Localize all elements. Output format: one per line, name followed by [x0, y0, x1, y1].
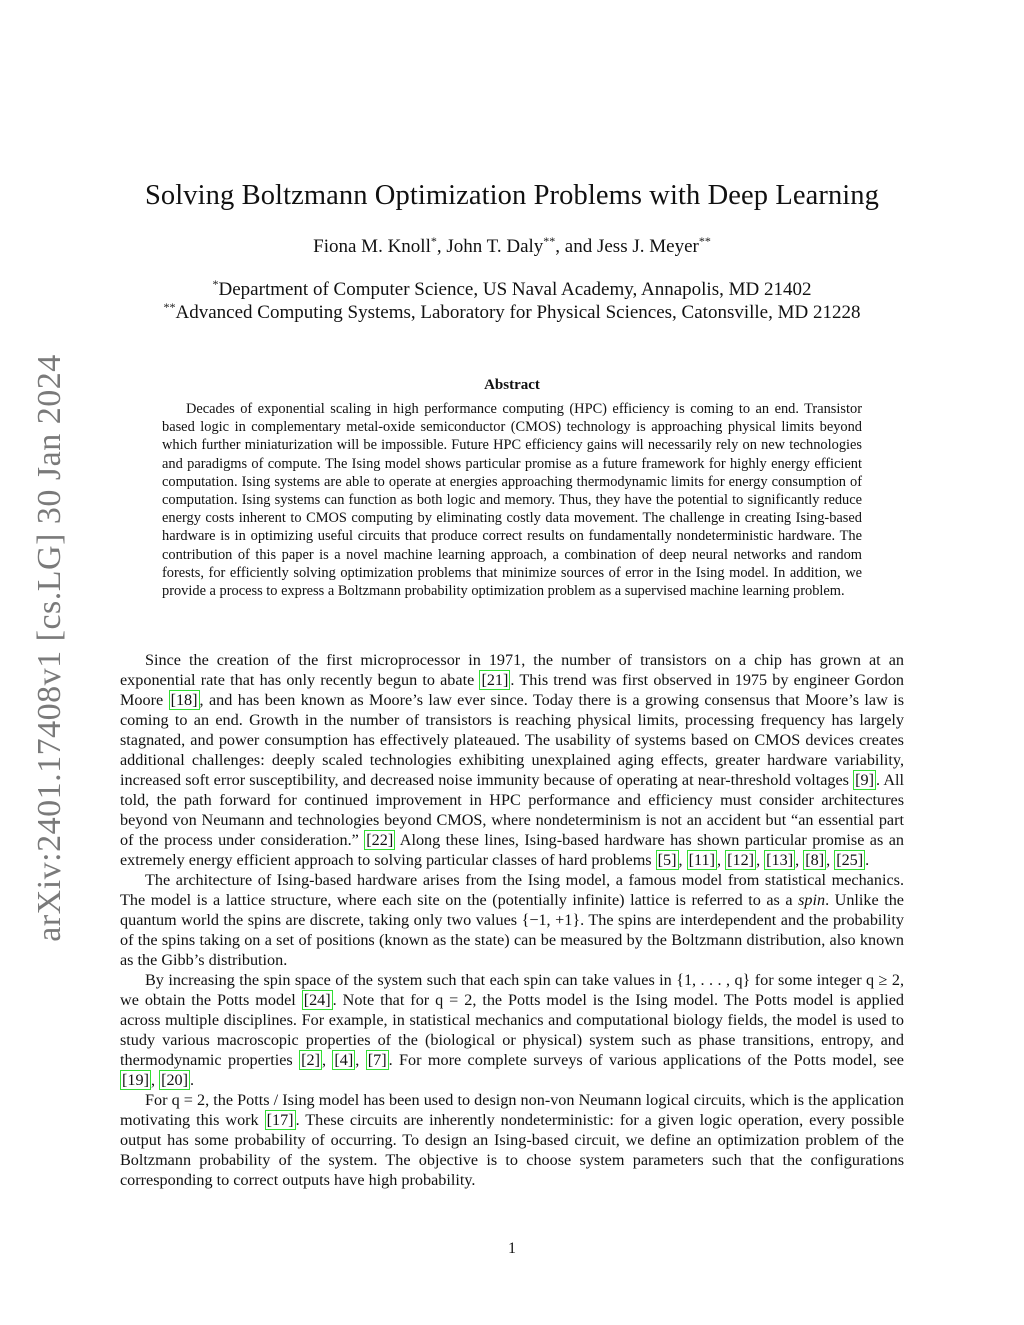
author-name: Fiona M. Knoll	[313, 236, 431, 257]
citation-link[interactable]: [7]	[367, 1051, 387, 1069]
citation-link[interactable]: [22]	[366, 831, 394, 849]
text-run: . All told, the path forward for continued improvement in HPC performance and efficiency must consider architectures beyond von Neumann and technologies beyond CMOS, where nondeterminism is not an accident but “an essential part of the process under consideration.”	[120, 771, 904, 849]
text-run: ,	[756, 851, 765, 869]
paragraph-3	[120, 970, 904, 1090]
author-mark: **	[543, 234, 556, 248]
text-run: By increasing the spin space of the system such that each spin can take values in {1, . . . , q} for some integer q ≥ 2, we obtain the Potts model	[120, 971, 904, 1009]
citation-link[interactable]: [13]	[766, 851, 794, 869]
citation-link[interactable]: [12]	[727, 851, 755, 869]
author-mark: **	[698, 234, 711, 248]
abstract-heading: Abstract	[484, 377, 540, 393]
text-run: . This trend was first observed in 1975 by engineer Gordon Moore	[120, 671, 905, 709]
text-run: The architecture of Ising-based hardware arises from the Ising model, a famous model from statistical mechanics. The model is a lattice structure, where each site on the (potentially infinite) lattice is referred to as a	[120, 871, 904, 909]
text-run: ,	[355, 1051, 366, 1069]
affiliation-2	[0, 301, 1024, 324]
citation-link[interactable]: [25]	[836, 851, 864, 869]
author-mark: *	[430, 234, 437, 248]
citation-link[interactable]: [18]	[170, 691, 198, 709]
citation-link[interactable]: [11]	[688, 851, 715, 869]
text-run: .	[865, 851, 870, 869]
citation-link[interactable]: [21]	[481, 671, 509, 689]
text-run: ,	[795, 851, 804, 869]
text-run: ,	[826, 851, 835, 869]
citation-link[interactable]: [8]	[805, 851, 825, 869]
citation-link[interactable]: [17]	[266, 1111, 294, 1129]
citation-link[interactable]: [9]	[855, 771, 875, 789]
text-run: ,	[678, 851, 687, 869]
text-run: . For more complete surveys of various applications of the Potts model, see	[388, 1051, 904, 1069]
text-run: ,	[321, 1051, 333, 1069]
affiliation-mark: *	[212, 277, 219, 291]
affiliation-text: Advanced Computing Systems, Laboratory for Physical Sciences, Catonsville, MD 21228	[175, 302, 861, 323]
text-run: ,	[150, 1071, 160, 1089]
text-run: Since the creation of the first microprocessor in 1971, the number of transistors on a chip has grown at an exponential rate that has only recently begun to abate	[120, 651, 904, 689]
affiliation-1	[0, 278, 1024, 301]
author-list	[0, 236, 1024, 258]
text-run: . Unlike the quantum world the spins are discrete, taking only two values {−1, +1}. The spins are interdependent and the probability of the spins taking on a set of positions (known as the state) can be measured by the Boltzmann distribution, also known as the Gibb’s distribution.	[120, 891, 904, 969]
citation-link[interactable]: [20]	[161, 1071, 189, 1089]
citation-link[interactable]: [2]	[301, 1051, 320, 1069]
author-name: , and Jess J. Meyer	[555, 236, 699, 257]
citation-link[interactable]: [24]	[303, 991, 331, 1009]
main-body	[120, 650, 904, 1190]
page-number: 1	[508, 1240, 516, 1257]
text-run: . These circuits are inherently nondeterministic: for a given logic operation, every possible output has some probability of occurring. To design an Ising-based circuit, we define an optimization problem of the Boltzmann probability of the system. The objective is to choose system parameters such that the configurations corresponding to correct outputs have high probability.	[120, 1111, 905, 1189]
affiliations	[0, 278, 1024, 324]
text-run: .	[190, 1071, 195, 1089]
arxiv-identifier: arXiv:2401.17408v1 [cs.LG] 30 Jan 2024	[31, 354, 68, 942]
text-run: , and has been known as Moore’s law ever since. Today there is a growing consensus that Moore’s law is coming to an end. Growth in the number of transistors is reaching physical limits, processing frequency has largely stagnated, and power consumption has effectively plateaued. The usability of systems based on CMOS devices creates additional challenges: deeply scaled technologies exhibiting unexplained aging effects, greater hardware variability, increased soft error susceptibility, and decreased noise immunity because of operating at near-threshold voltages	[120, 691, 905, 789]
paragraph-4	[120, 1090, 904, 1190]
paper-title: Solving Boltzmann Optimization Problems with Deep Learning	[144, 180, 880, 211]
citation-link[interactable]: [5]	[657, 851, 677, 869]
paragraph-2	[120, 870, 904, 970]
text-run: . Note that for q = 2, the Potts model is the Ising model. The Potts model is applied across multiple disciplines. For example, in statistical mechanics and computational biology fields, the model is used to study various macroscopic properties of the (biological or physical) system such as phase transitions, entropy, and thermodynamic properties	[120, 991, 904, 1069]
affiliation-mark: **	[163, 300, 176, 314]
abstract-body: Decades of exponential scaling in high performance computing (HPC) efficiency is coming to an end. Transistor based logic in complementary metal-oxide semiconductor (CMOS) technology is approaching physical limits beyond which further miniaturization will be impossible. Future HPC efficiency gains will necessarily rely on new technologies and paradigms of compute. The Ising model shows particular promise as a future framework for highly energy efficient computation. Ising systems are able to operate at energies approaching thermodynamic limits for energy consumption of computation. Ising systems can function as both logic and memory. Thus, they have the potential to significantly reduce energy costs inherent to CMOS computing by eliminating costly data movement. The challenge in creating Ising-based hardware is in optimizing useful circuits that produce correct results on fundamentally nondeterministic hardware. The contribution of this paper is a novel machine learning approach, a combination of deep neural networks and random forests, for efficiently solving optimization problems that minimize sources of error in the Ising model. In addition, we provide a process to express a Boltzmann probability optimization problem as a supervised machine learning problem.	[162, 401, 862, 600]
text-run: ,	[717, 851, 726, 869]
paragraph-1	[120, 650, 904, 870]
author-name: , John T. Daly	[436, 236, 544, 257]
citation-link[interactable]: [19]	[122, 1071, 149, 1089]
affiliation-text: Department of Computer Science, US Naval Academy, Annapolis, MD 21402	[218, 279, 812, 300]
emphasis: spin	[798, 891, 826, 909]
text-run: Along these lines, Ising-based hardware has shown particular promise as an extremely energy efficient approach to solving particular classes of hard problems	[120, 831, 904, 869]
text-run: For q = 2, the Potts / Ising model has been used to design non-von Neumann logical circuits, which is the application motivating this work	[120, 1091, 904, 1129]
citation-link[interactable]: [4]	[334, 1051, 354, 1069]
